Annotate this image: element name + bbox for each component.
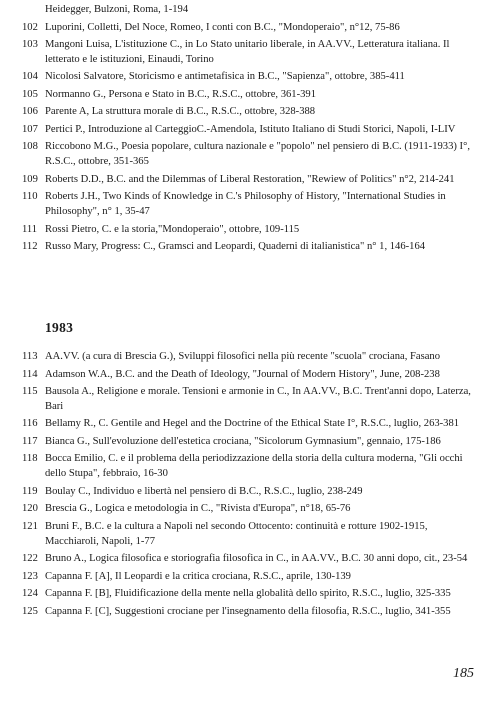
bibliography-entry — [22, 417, 474, 432]
entry-citation: Adamson W.A., B.C. and the Death of Ideology, "Journal of Modern History", June, 208-238 — [45, 368, 440, 380]
entry-number: 112 — [22, 241, 38, 253]
entry-number: 125 — [22, 605, 38, 617]
entry-citation: Normanno G., Persona e Stato in B.C., R.S.C., ottobre, 361-391 — [45, 88, 317, 100]
entry-number: 103 — [22, 39, 38, 50]
entry-number: 106 — [22, 106, 38, 118]
bibliography-1982-continued — [22, 3, 474, 258]
continued-entry-line: Heidegger, Bulzoni, Roma, 1-194 — [45, 4, 189, 15]
entry-citation: Roberts J.H., Two Kinds of Knowledge in C.'s Philosophy of History, "International Studies in Philosophy", n° 1, 35-47 — [45, 191, 446, 218]
entry-number: 107 — [22, 123, 38, 135]
entry-number: 110 — [22, 191, 38, 203]
entry-number: 120 — [22, 503, 38, 515]
entry-number: 109 — [22, 173, 38, 185]
entry-citation: Riccobono M.G., Poesia popolare, cultura nazionale e "popolo" nel pensiero di B.C. (1911-1933) I°, R.S.C., ottobre, 351-365 — [45, 141, 470, 168]
bibliography-entry — [22, 605, 474, 620]
entry-citation: Luporini, Colletti, Del Noce, Romeo, I conti con B.C., "Mondoperaio", n°12, 75-86 — [45, 21, 400, 33]
bibliography-entry — [22, 70, 474, 85]
entry-citation: Bocca Emilio, C. e il problema della periodizzazione della storia della cultura moderna, "Gli occhi dello Stupa", febbraio, 16-30 — [45, 453, 463, 480]
bibliography-entry — [22, 350, 474, 365]
entry-citation: Bellamy R., C. Gentile and Hegel and the Doctrine of the Ethical State I°, R.S.C., luglio, 263-381 — [45, 418, 460, 430]
entry-number: 102 — [22, 21, 38, 33]
bibliography-entry — [22, 38, 474, 68]
bibliography-entry — [22, 190, 474, 220]
bibliography-entry — [22, 552, 474, 567]
entry-number: 104 — [22, 71, 38, 83]
bibliography-entry — [22, 88, 474, 103]
entry-citation: AA.VV. (a cura di Brescia G.), Sviluppi filosofici nella più recente "scuola" crociana, Fasano — [45, 351, 441, 362]
entry-number: 121 — [22, 520, 38, 532]
bibliography-entry — [22, 452, 474, 482]
bibliography-entry — [22, 587, 474, 602]
entry-citation: Pertici P., Introduzione al CarteggioC.-Amendola, Istituto Italiano di Studi Storici, Napoli, I-LIV — [45, 123, 456, 135]
bibliography-entry — [22, 240, 474, 255]
entry-number: 115 — [22, 386, 38, 397]
bibliography-entry — [22, 21, 474, 36]
entry-citation: Capanna F. [C], Suggestioni crociane per l'insegnamento della filosofia, R.S.C., luglio, 341-355 — [45, 605, 451, 617]
bibliography-1983 — [22, 350, 474, 622]
bibliography-entry — [22, 173, 474, 188]
bibliography-entry — [22, 435, 474, 450]
year-heading: 1983 — [45, 320, 74, 335]
entry-citation: Roberts D.D., B.C. and the Dilemmas of Liberal Restoration, "Rewiew of Politics" n°2, 214-241 — [45, 173, 455, 185]
entry-number: 124 — [22, 588, 38, 600]
bibliography-entry — [22, 570, 474, 585]
entry-citation: Russo Mary, Progress: C., Gramsci and Leopardi, Quaderni di italianistica" n° 1, 146-164 — [45, 241, 426, 253]
entry-citation: Nicolosi Salvatore, Storicismo e antimetafisica in B.C., "Sapienza", ottobre, 385-411 — [45, 71, 405, 83]
entry-number: 108 — [22, 141, 38, 153]
entry-citation: Rossi Pietro, C. e la storia,"Mondoperaio", ottobre, 109-115 — [45, 223, 300, 235]
entry-citation: Brescia G., Logica e metodologia in C., "Rivista d'Europa", n°18, 65-76 — [45, 503, 351, 515]
entry-citation: Boulay C., Individuo e libertà nel pensiero di B.C., R.S.C., luglio, 238-249 — [45, 485, 363, 497]
entry-number: 114 — [22, 368, 38, 380]
entry-citation: Bruno A., Logica filosofica e storiografia filosofica in C., in AA.VV., B.C. 30 anni dopo, cit., 23-54 — [45, 553, 468, 565]
bibliography-entry — [22, 502, 474, 517]
entry-number: 122 — [22, 553, 38, 565]
entry-citation: Bausola A., Religione e morale. Tensioni e armonie in C., In AA.VV., B.C. Trent'anni dopo, Laterza, Bari — [45, 386, 471, 412]
bibliography-entry — [22, 485, 474, 500]
entry-number: 113 — [22, 351, 38, 362]
entry-citation: Mangoni Luisa, L'istituzione C., in Lo Stato unitario liberale, in AA.VV., Letteratura italiana. Il letterato e le istituzioni, Einaudi, Torino — [45, 39, 450, 65]
entry-citation: Bruni F., B.C. e la cultura a Napoli nel secondo Ottocento: continuità e rotture 1902-1915, Macchiaroli, Napoli, 1-77 — [45, 520, 428, 547]
entry-citation: Parente A, La struttura morale di B.C., R.S.C., ottobre, 328-388 — [45, 106, 316, 118]
bibliography-entry — [22, 105, 474, 120]
bibliography-entry — [22, 223, 474, 238]
bibliography-entry — [22, 368, 474, 383]
entry-citation: Capanna F. [B], Fluidificazione della mente nella globalità dello spirito, R.S.C., luglio, 325-335 — [45, 588, 451, 600]
page-number: 185 — [453, 666, 474, 681]
bibliography-entry — [22, 385, 474, 415]
entry-citation: Bianca G., Sull'evoluzione dell'estetica crociana, "Sicolorum Gymnasium", gennaio, 175-186 — [45, 435, 441, 447]
entry-number: 118 — [22, 453, 38, 465]
bibliography-entry — [22, 520, 474, 550]
entry-number: 123 — [22, 570, 38, 582]
entry-citation: Capanna F. [A], Il Leopardi e la critica crociana, R.S.C., aprile, 130-139 — [45, 570, 351, 582]
entry-number: 116 — [22, 418, 38, 430]
bibliography-entry — [22, 140, 474, 170]
bibliography-entry — [22, 123, 474, 138]
entry-number: 105 — [22, 88, 38, 100]
entry-number: 111 — [22, 223, 38, 235]
entry-number: 119 — [22, 485, 38, 497]
entry-number: 117 — [22, 435, 38, 447]
